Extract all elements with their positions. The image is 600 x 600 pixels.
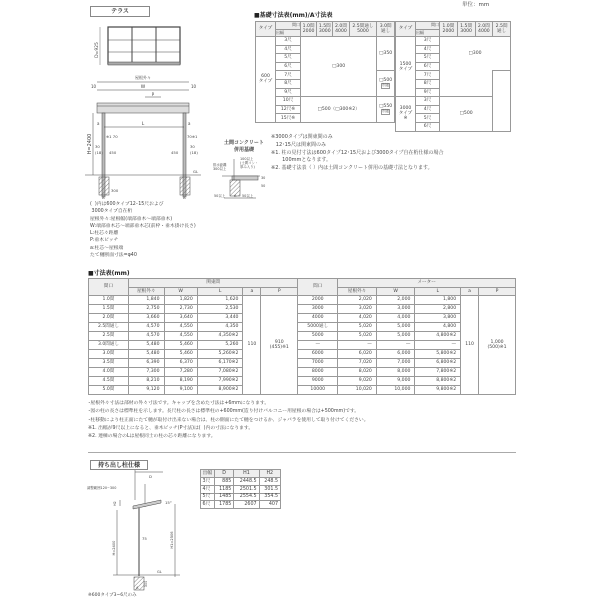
table-cell: 2448.5 [234,478,259,486]
table-cell: — [298,341,338,350]
type-header: タイプ [256,22,276,37]
table-cell: 4,570 [129,332,165,341]
a-label: A [136,586,139,590]
p-label: P [151,92,155,97]
table-cell: 6,170※2 [197,359,243,368]
thru-b: □500 [379,78,393,84]
row-label: 10尺 [276,97,301,106]
table-cell: 8,020 [338,368,377,377]
table-cell: 3,800 [415,314,461,323]
table-row [201,485,281,493]
row-label: 9尺 [416,88,440,97]
row-label: 5尺 [416,114,440,123]
d1-label: 30 [261,176,266,180]
table-cell: 6,390 [129,359,165,368]
header-projection: 出幅 [201,470,215,478]
table-cell: 5尺 [201,493,215,501]
table-cell: 8,900※2 [197,386,243,395]
table-cell: 1185 [214,485,233,493]
table-cell: 2,000 [376,296,415,305]
depth-label: 300 [144,580,148,588]
table-cell: 6,020 [338,350,377,359]
table-cell: 5000 [298,332,338,341]
header-frontage: 間口 [298,279,338,296]
table-cell: 1785 [214,501,233,509]
col-header: 2.5間通し 5000 [349,22,377,37]
unit-label: 単位：mm [462,2,490,8]
table-cell: — [415,341,461,350]
table-cell: 5,460 [164,350,197,359]
table-cell: 7000 [298,359,338,368]
table-row [89,350,516,359]
table-cell: 9,800※2 [415,386,461,395]
table-cell: 6000 [298,350,338,359]
table-cell: 9,000 [376,377,415,386]
table-cell: 3,660 [129,314,165,323]
table-cell: 4,570 [129,323,165,332]
table-cell: 2,530 [197,305,243,314]
row-label: 7尺 [276,71,301,80]
table-cell: 4,800 [415,323,461,332]
table-cell: 6尺 [201,501,215,509]
table-cell: 9,100 [164,386,197,395]
corner-top: 間口 [416,22,440,30]
table-cell: 3.0間通し [89,341,129,350]
table-cell: 4000 [298,314,338,323]
thru-c: □550 [379,104,393,110]
post-right-label: 70※1 [187,134,198,139]
table-row [89,332,516,341]
group-meter: メーター [338,279,516,288]
gutter-left-paren: (18) [95,150,103,155]
header-l: L [415,287,461,296]
table-cell: 7,990※2 [197,377,243,386]
table-cell: 7,280 [164,368,197,377]
table-row [89,386,516,395]
legend-notes: ( )内は600タイプ12･15尺および 3000タイプ自在桁 屋根外々:屋根幅(端部垂木～端部垂木) W:端部垂木芯～端部垂木芯(前枠・垂木掛け長さ) L:柱芯々距離 P:垂木ピッチ a:柱芯～屋根端 たて樋断面寸法=φ40 [90,202,196,259]
offset-left-label: 450 [109,150,117,155]
a-left-label: a [97,121,100,126]
header-屋根外々: 屋根外々 [338,287,377,296]
gutter-right-label: 30 [190,144,195,149]
header-a: a [243,287,261,296]
row-label: 3尺 [416,37,440,46]
table-cell: 3,000 [376,305,415,314]
header-a: a [461,287,479,296]
elevation-view [85,82,201,197]
table-cell: 10000 [298,386,338,395]
table-cell: 6,800※2 [415,359,461,368]
table-cell: 1485 [214,493,233,501]
table-cell: 5000通し [298,323,338,332]
table-cell: 2000 [298,296,338,305]
foundation-table-title: ■基礎寸法表(mm)/A寸法表 [254,12,333,19]
table-cell: 6,000 [376,350,415,359]
col-header: 1.5間 3000 [457,22,475,37]
table-cell: 4.5間 [89,377,129,386]
table-cell: 8,000 [376,368,415,377]
table-row [89,296,516,305]
table-cell: 2.5間通し [89,323,129,332]
foundation-detail-title: 土間コンクリート 併用基礎 [224,140,264,153]
dimension-notes: ･屋根外々寸法は部材の外々寸法です。キャップを含めた寸法は+6mmになります。 ･図の柱の長さは標準柱を示します。長尺柱の長さは標準柱の+600mm(造り付けバルコニー用屋根の場合は+500mm)です。 ･柱移動により柱正面にたて樋が取付け出来ない場合は、柱の側面にたて樋をつけるか、ジャバラを使用して取り付けてください。 ※1. 出幅が9尺以上になると、垂木ピッチ(P寸法)は( )内の寸法になります。 ※2. 連棟の場合のLは屋根同士の柱の芯々距離になります。 [88,401,369,440]
table-cell: 2,020 [338,296,377,305]
header-屋根外々: 屋根外々 [129,287,165,296]
cantilever-footnote: ※600タイプ3~6尺のみ [88,593,137,598]
table-cell: 5,000 [376,323,415,332]
table-cell: 5,480 [129,350,165,359]
table-cell: 1,820 [164,296,197,305]
foundation-depth-label: 300 [111,188,119,193]
thickness-note: 100以上(土間コン・厚み入り) [240,157,259,169]
table-cell: 8000 [298,368,338,377]
table-cell: 248.5 [259,478,280,486]
h2-label: H2 [113,501,117,506]
table-cell: 5.0間 [89,386,129,395]
d-label: D [149,474,152,479]
table-cell: 4.0間 [89,368,129,377]
value-1500: □300 [440,37,511,71]
table-cell: 3尺 [201,478,215,486]
table-cell: 5,480 [129,341,165,350]
table-row [89,314,516,323]
table-row [89,305,516,314]
ten-left-label: 10 [91,84,97,89]
divider [88,452,516,453]
table-cell: 354.5 [259,493,280,501]
table-cell: 5,020 [338,323,377,332]
terrace-label: テラス [90,6,150,17]
table-cell: 2.5間 [89,332,129,341]
table-cell: — [376,341,415,350]
table-cell: 7,080※2 [197,368,243,377]
table-cell: 1,000 (500)※1 [479,296,516,395]
cantilever-label: 持ち出し柱仕様 [90,460,148,470]
side-left-label: 50以上 [214,194,226,198]
row-label: 8尺 [276,79,301,88]
row-label: 6尺 [416,122,440,131]
row-label: 3尺 [276,37,301,46]
col-header: 2.5間 通し [493,22,511,37]
height-label: H=2400 [87,133,93,155]
gl-label: GL [157,570,162,574]
table-cell: 3.0間 [89,350,129,359]
header-frontage: 間口 [89,279,129,296]
side-right-label: 50以上 [242,194,254,198]
header-h2: H2 [259,470,280,478]
table-cell: 5,260 [197,341,243,350]
std-value: □300 [301,37,377,97]
table-row [89,323,516,332]
table-row [201,501,281,509]
table-cell: 1,620 [197,296,243,305]
table-cell: 5,020 [338,332,377,341]
table-cell: 1,800 [415,296,461,305]
row-label: 5尺 [276,54,301,63]
col-header: 1.5間 3000 [317,22,333,37]
table-cell: 10,020 [338,386,377,395]
table-cell: 2,730 [164,305,197,314]
table-row [201,478,281,486]
gl-label: GL [193,169,199,174]
header-l: L [197,287,243,296]
table-row [89,368,516,377]
foundation-a-right: A [183,195,186,200]
table-row [89,341,516,350]
dimension-table [88,278,516,395]
cantilever-diagram [85,470,195,593]
col-header: 3.0間 通し [377,22,395,37]
foundation-a-left: A [102,195,105,200]
long-value: □500（□300※2） [301,97,377,123]
depth-label: D=925 [95,42,100,58]
table-cell: 1.5間 [89,305,129,314]
col-header: 2.0間 4000 [475,22,493,37]
group-kanto: 関東間 [129,279,298,288]
table-cell: 4,350 [197,323,243,332]
table-cell: 2,750 [129,305,165,314]
header-d: D [214,470,233,478]
foundation-table-1500-3000 [395,21,511,132]
table-cell: 3,020 [338,305,377,314]
corner-top: 間口 [276,22,301,30]
table-cell: 110 [461,296,479,395]
dimension-table-title: ■寸法表(mm) [88,270,130,277]
table-cell: 7,000 [376,359,415,368]
row-label: 9尺 [276,88,301,97]
table-cell: 9,020 [338,377,377,386]
table-cell: 3,640 [164,314,197,323]
table-cell: 9000 [298,377,338,386]
table-cell: 3,440 [197,314,243,323]
table-cell: 8,210 [129,377,165,386]
a-right-label: a [188,121,191,126]
roof-outer-label: 屋根外々 [135,75,151,80]
table-cell: 4尺 [201,485,215,493]
table-cell: 407 [259,501,280,509]
drain-note: 排水距離 300以上 [213,163,227,171]
table-cell: 4,000 [376,314,415,323]
adjust-label: 調整範囲120~300 [87,486,117,490]
table-cell: 7,800※2 [415,368,461,377]
angle-label: 15° [165,500,172,505]
corner-bottom: 出幅 [276,29,301,37]
table-cell: 4,020 [338,314,377,323]
header-w: W [164,287,197,296]
row-label: 12尺※ [276,105,301,114]
table-row [89,359,516,368]
table-cell: 7,020 [338,359,377,368]
type-3000: 3000 タイプ ※ [396,97,416,131]
table-row [89,377,516,386]
table-cell: 10,000 [376,386,415,395]
h-label: H=2400 [112,540,116,556]
post-label: 75 [142,536,147,541]
thru-b-sub: 別途 [382,83,390,88]
col-header: 1.0間 2000 [440,22,458,37]
d2-label: 50 [261,184,266,188]
table-cell: 7,300 [129,368,165,377]
table-cell: 5,800※2 [415,350,461,359]
table-cell: 1,840 [129,296,165,305]
row-label: 4尺 [416,45,440,54]
foundation-notes: ※3000タイプは関東間のみ 12･15尺は関東間のみ ※1. 柱の見付寸法は600タイプ12･15尺および3000タイプ自在桁仕様の場合 100mmとなります。 ※2. 基礎寸法表（ ）内は土間コンクリート併用の基礎寸法となります。 [271,134,444,172]
table-cell: 5,000 [376,332,415,341]
ten-right-label: 10 [191,84,197,89]
table-cell [440,71,493,97]
table-row [201,493,281,501]
table-cell: 2554.5 [234,493,259,501]
l-label: L [141,122,145,127]
gutter-right-paren: (18) [190,150,198,155]
foundation-table-600 [255,21,395,123]
header-w: W [376,287,415,296]
table-cell: 5,460 [164,341,197,350]
gutter-left-label: 30 [95,144,100,149]
type-1500: 1500 タイプ [396,37,416,97]
type-600: 600 タイプ [256,37,276,123]
table-cell: 5,260※2 [197,350,243,359]
row-label: 4尺 [276,45,301,54]
table-cell: 8,800※2 [415,377,461,386]
value-3000: □500 [440,97,493,131]
thru-c-cell [377,97,395,123]
table-cell: 3.5間 [89,359,129,368]
corner-bottom: 出幅 [416,29,440,37]
row-label: 3尺 [416,97,440,106]
header-h1: H1 [234,470,259,478]
foundation-detail-diagram [212,154,268,200]
table-cell: 301.5 [259,485,280,493]
table-cell: 6,370 [164,359,197,368]
h1-label: H1=2506 [170,531,174,549]
row-label: 4尺 [416,105,440,114]
col-header: 2.0間 4000 [333,22,349,37]
table-cell: 4,350※2 [197,332,243,341]
table-cell: 110 [243,296,261,395]
row-label: 5尺 [416,54,440,63]
a-label: A [234,194,237,198]
table-cell: 8,190 [164,377,197,386]
row-label: 6尺 [276,62,301,71]
table-cell: 2501.5 [234,485,259,493]
table-cell: 2607 [234,501,259,509]
table-cell: 4,550 [164,323,197,332]
header-p: P [479,287,516,296]
cantilever-table [200,469,281,509]
plan-view [100,27,180,65]
table-cell: — [338,341,377,350]
table-cell: 1.0間 [89,296,129,305]
col-header: 1.0間 2000 [301,22,317,37]
w-label: W [140,85,146,90]
row-label: 6尺 [416,62,440,71]
post-left-label: ※1 70 [106,134,118,139]
row-label: 7尺 [416,71,440,80]
table-cell: 9,120 [129,386,165,395]
row-label: 8尺 [416,79,440,88]
row-label: 15尺※ [276,114,301,123]
thru-c-sub: 別途 [382,109,390,114]
table-cell: 2.0間 [89,314,129,323]
header-p: P [261,287,298,296]
table-cell: 4,550 [164,332,197,341]
table-cell: 2,800 [415,305,461,314]
blank-cell [493,71,511,131]
offset-right-label: 450 [171,150,179,155]
type-header: タイプ [396,22,416,37]
table-cell: 3000 [298,305,338,314]
table-cell: 910 (455)※1 [261,296,298,395]
thru-b-cell [377,71,395,97]
thru-a: □350 [377,37,395,71]
table-cell: 885 [214,478,233,486]
table-cell: 4,800※2 [415,332,461,341]
